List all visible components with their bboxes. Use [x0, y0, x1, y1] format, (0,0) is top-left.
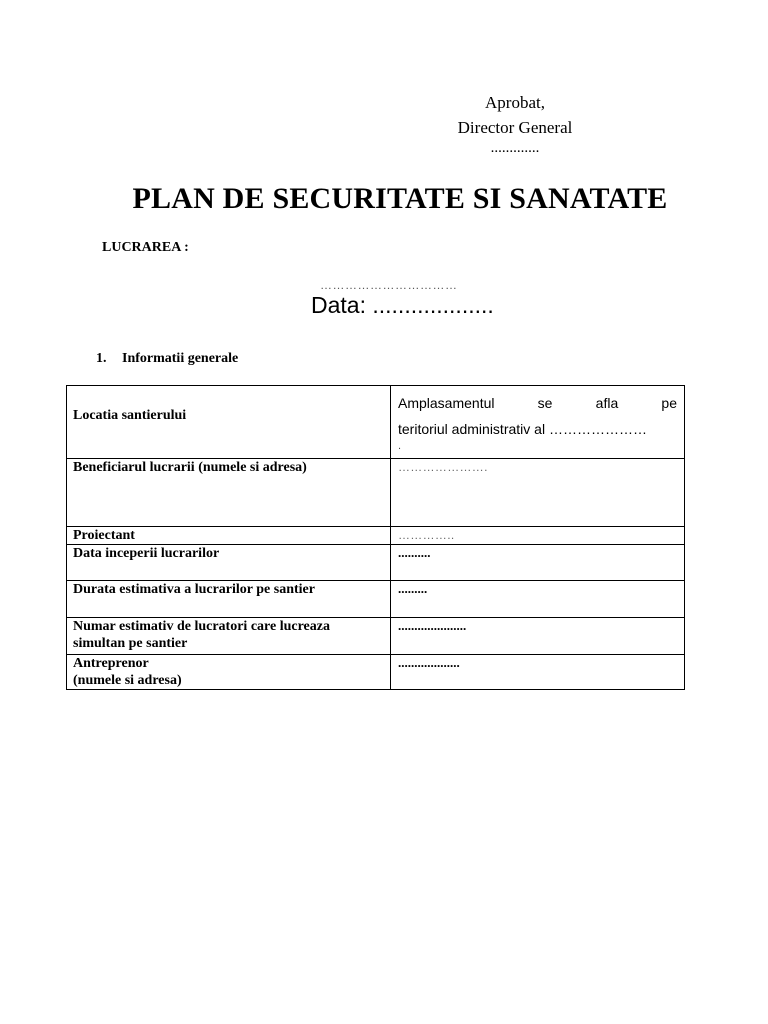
table-row [67, 618, 685, 655]
row-label-text: Numar estimativ de lucratori care lucreaza simultan pe santier [73, 619, 330, 651]
row-label-text: Data inceperii lucrarilor [73, 546, 220, 561]
row-label [67, 527, 391, 545]
section-title: Informatii generale [122, 351, 239, 366]
row-label-text: Proiectant [73, 528, 135, 543]
row-label [67, 386, 391, 459]
row-value-text: …………………. [398, 460, 488, 474]
row-label-text: Locatia santierului [73, 407, 187, 423]
row-label [67, 581, 391, 618]
row-value [391, 581, 685, 618]
section-number: 1. [96, 351, 107, 366]
row-value [391, 545, 685, 581]
table-row [67, 459, 685, 527]
general-info-table [66, 385, 685, 690]
work-name-placeholder: …………………………… [320, 278, 458, 292]
row-value [391, 527, 685, 545]
row-value [391, 386, 685, 459]
row-value-text: ..................... [398, 618, 467, 633]
approval-role: Director General [457, 118, 573, 137]
row-label-line2: (numele si adresa) [73, 673, 182, 688]
work-label: LUCRAREA : [102, 240, 189, 255]
row-label-text: Durata estimativa a lucrarilor pe santier [73, 582, 315, 597]
table-row [67, 386, 685, 459]
row-value-text: ................... [398, 655, 460, 670]
date-line: Data: ................... [311, 292, 494, 318]
approval-signature: ............. [490, 140, 540, 156]
row-label-line1: Antreprenor [73, 656, 149, 671]
document-title: PLAN DE SECURITATE SI SANATATE [132, 182, 668, 215]
location-text-line3: . [398, 440, 402, 452]
section-heading [96, 351, 238, 367]
row-value [391, 459, 685, 527]
row-value-text: ......... [398, 581, 428, 596]
row-label-text: Beneficiarul lucrarii (numele si adresa) [73, 460, 307, 475]
table-row [67, 545, 685, 581]
row-value-text: .......... [398, 545, 431, 560]
row-value [391, 655, 685, 690]
row-label [67, 545, 391, 581]
row-label [67, 618, 391, 655]
row-label [67, 655, 391, 690]
approval-label: Aprobat, [485, 93, 545, 112]
row-label [67, 459, 391, 527]
table-row [67, 527, 685, 545]
location-text-line1: Amplasamentul se afla pe [398, 395, 677, 411]
table-row [67, 655, 685, 690]
row-value-text: ………….. [398, 528, 455, 542]
approval-block [430, 90, 600, 161]
row-value [391, 618, 685, 655]
table-row [67, 581, 685, 618]
location-text-line2: teritoriul administrativ al ………………… [398, 421, 647, 437]
